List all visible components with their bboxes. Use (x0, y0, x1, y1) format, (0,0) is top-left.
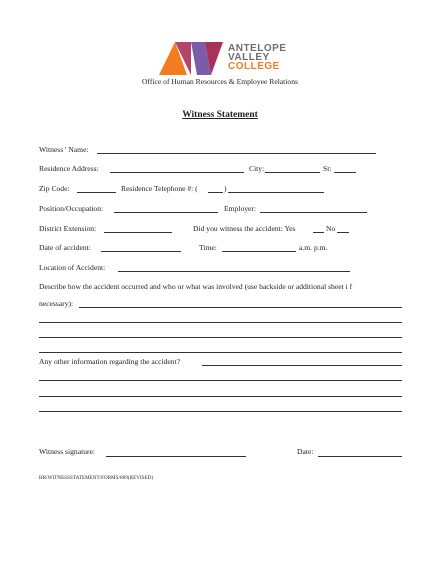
signature-field[interactable] (106, 456, 246, 457)
logo-wordmark (228, 44, 286, 71)
location-field[interactable] (118, 271, 350, 272)
describe-line-1[interactable] (79, 307, 402, 308)
state-label: St: (323, 164, 332, 173)
date-of-accident-field[interactable] (101, 251, 181, 252)
zip-code-label: Zip Code: (39, 184, 70, 193)
employer-label: Employer: (224, 204, 257, 213)
logo-line-antelope: ANTELOPE (228, 43, 287, 54)
describe-line-2[interactable] (39, 322, 402, 323)
date-label: Date: (297, 447, 314, 456)
telephone-label: Residence Telephone #: ( (121, 184, 198, 193)
describe-prompt-line2: necessary): (39, 299, 74, 308)
logo-line-valley: VALLEY (228, 52, 270, 63)
date-field[interactable] (318, 456, 402, 457)
residence-address-field[interactable] (110, 172, 244, 173)
telephone-number-field[interactable] (228, 192, 324, 193)
city-label: City: (249, 164, 265, 173)
other-info-label: Any other information regarding the accident? (39, 357, 181, 366)
district-extension-field[interactable] (104, 232, 172, 233)
witness-yes-field[interactable] (313, 232, 324, 233)
witness-name-field[interactable] (97, 153, 376, 154)
other-info-line-2[interactable] (39, 380, 402, 381)
other-info-line-3[interactable] (39, 396, 402, 397)
form-code-footer: HR/WITNESSSTATEMENT/FORMS/809(REVISED) (39, 476, 154, 481)
district-extension-label: District Extension: (39, 224, 97, 233)
office-subtitle: Office of Human Resources & Employee Relations (142, 77, 298, 86)
telephone-close-paren: ) (224, 184, 227, 193)
position-field[interactable] (114, 212, 218, 213)
time-field[interactable] (222, 251, 296, 252)
residence-address-label: Residence Address: (39, 164, 99, 173)
other-info-line-1[interactable] (202, 365, 402, 366)
am-pm-label: a.m. p.m. (299, 243, 328, 252)
position-label: Position/Occupation: (39, 204, 104, 213)
witness-no-label: No (326, 224, 336, 233)
zip-code-field[interactable] (77, 192, 116, 193)
signature-label: Witness signature: (39, 447, 96, 456)
city-field[interactable] (265, 172, 320, 173)
logo-line-college: COLLEGE (228, 61, 280, 72)
date-of-accident-label: Date of accident: (39, 243, 91, 252)
describe-line-4[interactable] (39, 352, 402, 353)
other-info-line-4[interactable] (39, 411, 402, 412)
college-logo-mark (155, 38, 227, 78)
witness-name-label: Witness ' Name: (39, 145, 89, 154)
page-title: Witness Statement (182, 110, 258, 120)
location-label: Location of Accident: (39, 263, 106, 272)
describe-line-3[interactable] (39, 337, 402, 338)
state-field[interactable] (334, 172, 356, 173)
witness-question-label: Did you witness the accident: Yes (193, 224, 296, 233)
time-label: Time: (199, 243, 217, 252)
witness-no-field[interactable] (337, 232, 349, 233)
employer-field[interactable] (260, 212, 367, 213)
telephone-area-code-field[interactable] (208, 192, 223, 193)
describe-prompt-line1: Describe how the accident occurred and who or what was involved (use backside or additional sheet i f (39, 282, 353, 291)
